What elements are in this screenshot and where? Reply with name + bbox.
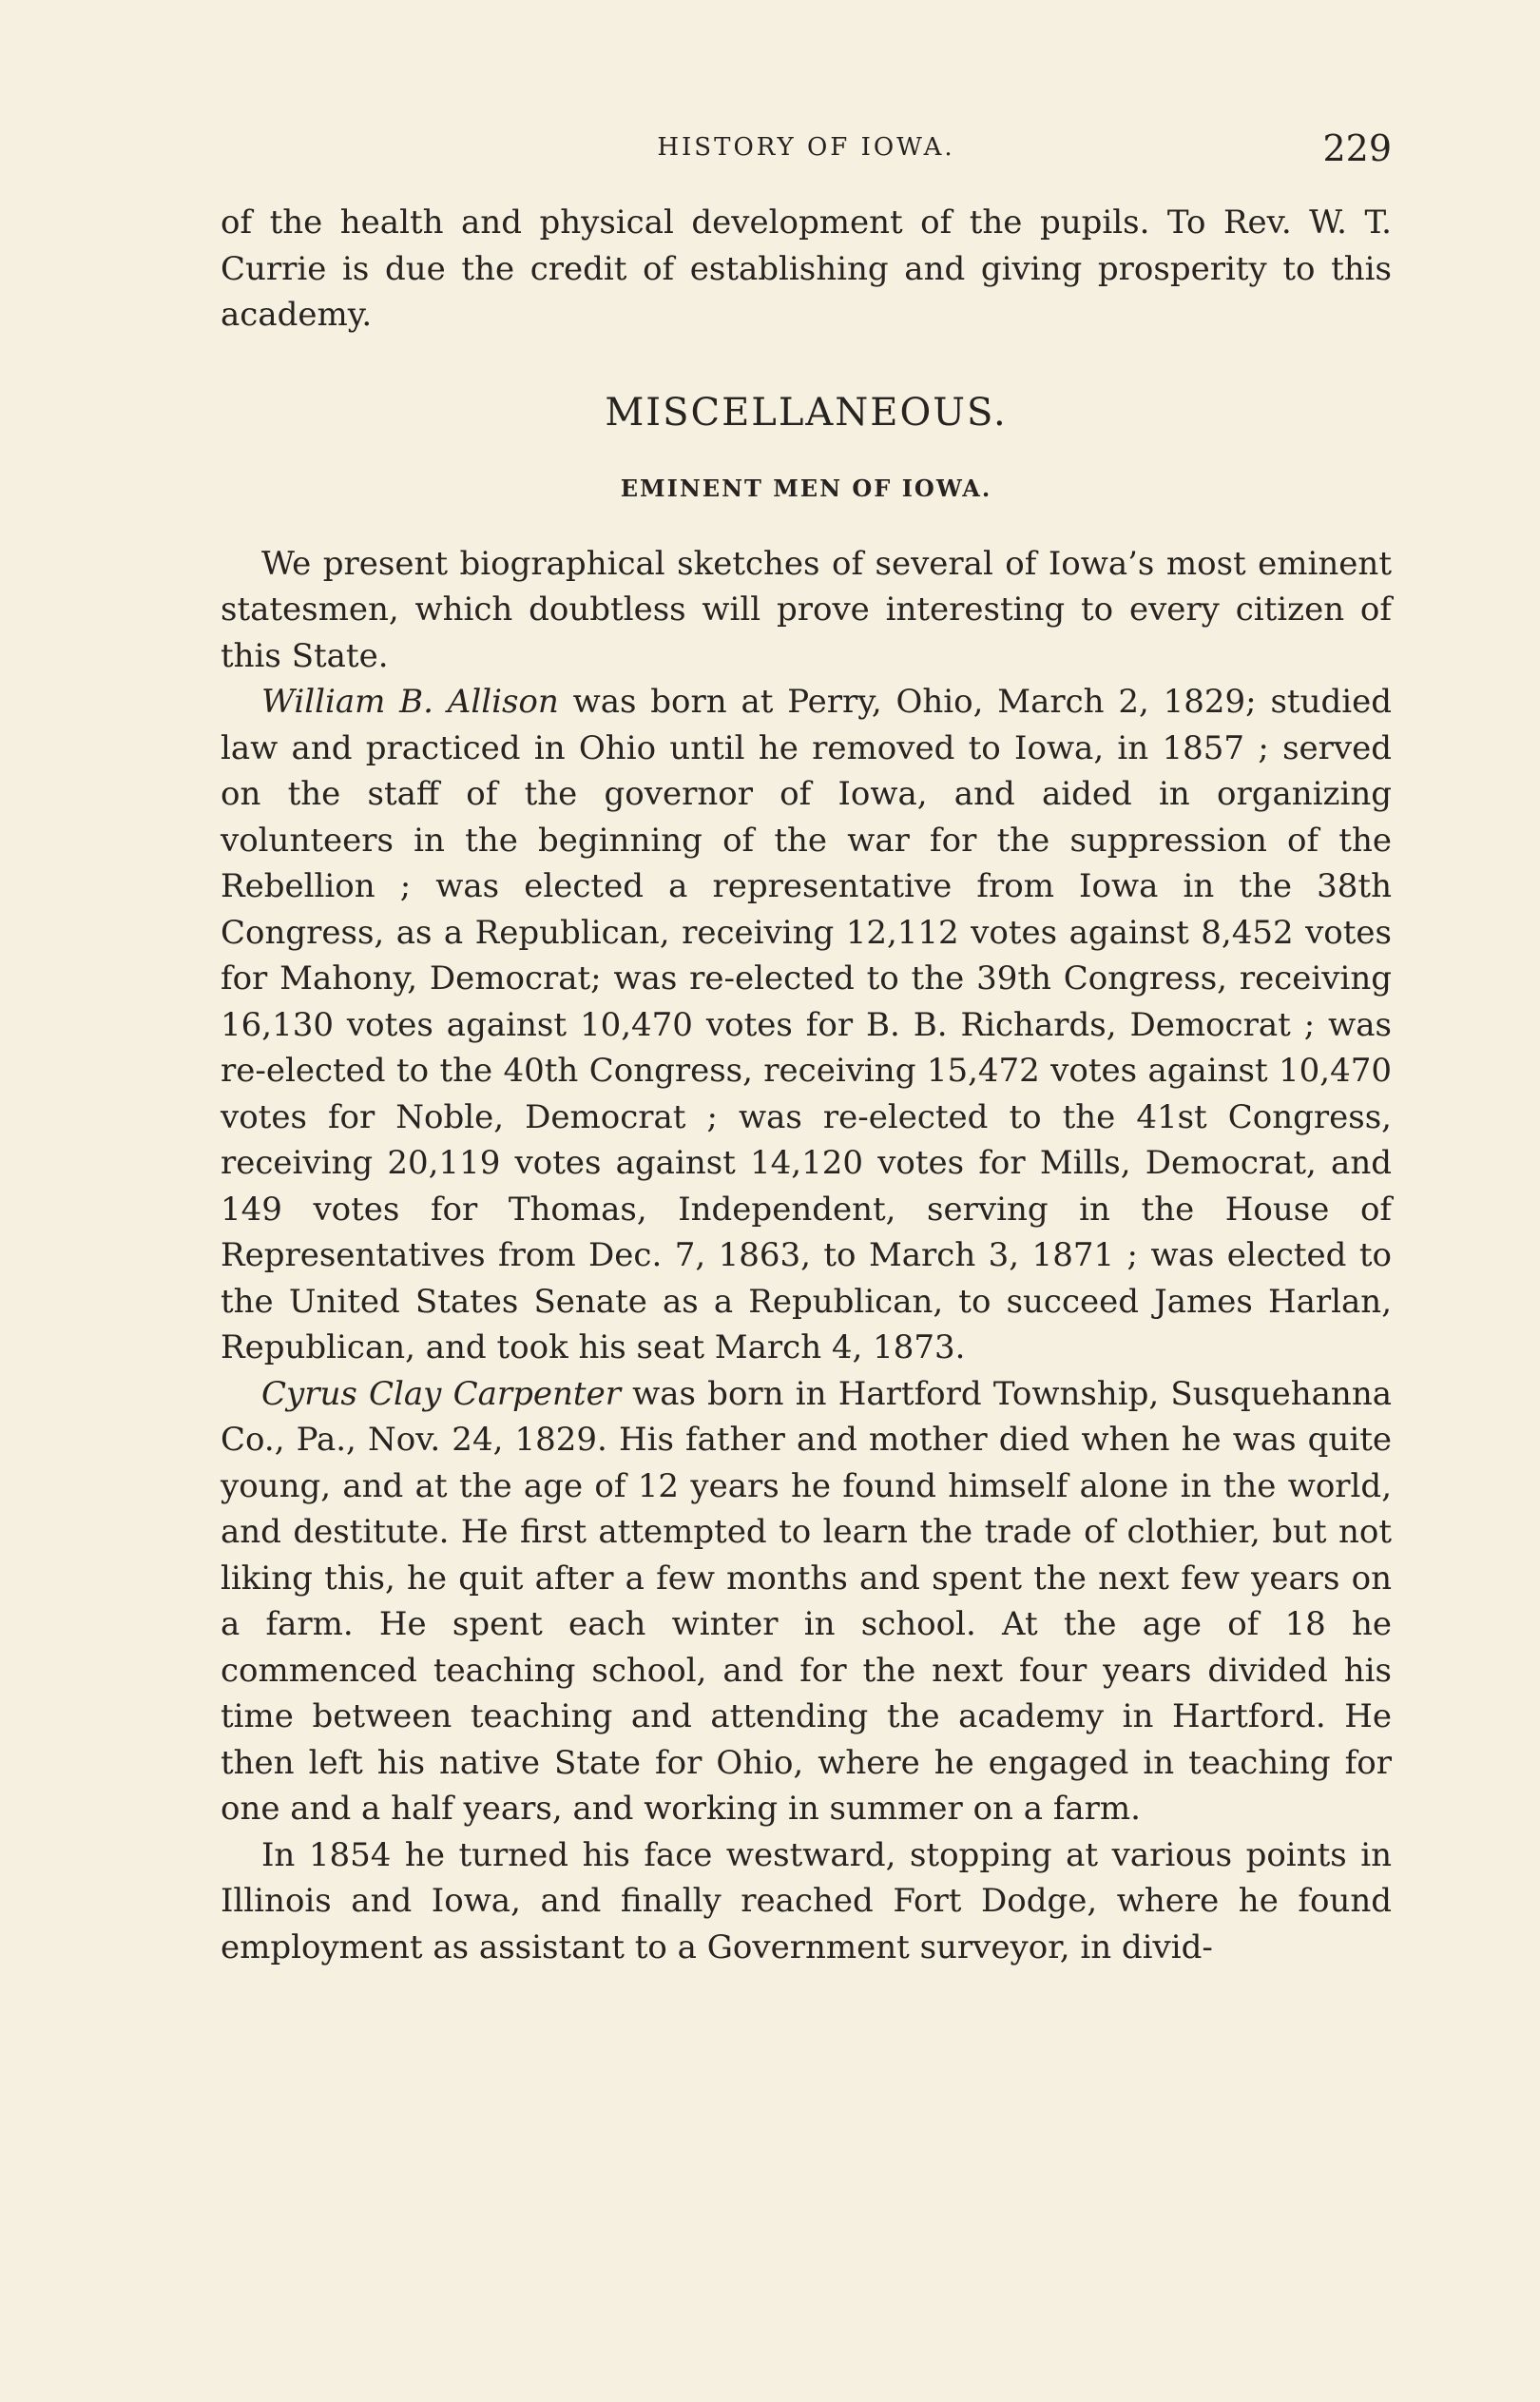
page-number: 229: [1322, 127, 1392, 169]
running-head: [221, 129, 1392, 167]
intro-paragraph: of the health and physical development of the pupils. To Rev. W. T. Currie is due the credit of establishing and giving prosperity to this academy.: [221, 203, 1392, 334]
paragraph-allison: [221, 679, 1392, 1371]
person-name-allison: William B. Allison: [261, 683, 559, 721]
paragraph-carpenter: [221, 1371, 1392, 1832]
paragraph-westward: In 1854 he turned his face westward, stopping at various points in Illinois and Iowa, and finally reached Fort Dodge, where he found employment as assistant to a Government surveyor, in divid-: [221, 1835, 1392, 1966]
subsection-title: EMINENT MEN OF IOWA.: [620, 475, 992, 502]
person-name-carpenter: Cyrus Clay Carpenter: [261, 1374, 621, 1413]
running-title: HISTORY OF IOWA.: [657, 133, 955, 162]
carpenter-biography: was born in Hartford Township, Susquehanna Co., Pa., Nov. 24, 1829. His father and mother died when he was quite young, and at the age of 12 years he found himself alone in the world, and destitute. He first attempted to learn the trade of clothier, but not liking this, he quit after a few months and spent the next few years on a farm. He spent each winter in school. At the age of 18 he commenced teaching school, and for the next four years divided his time between teaching and attending the academy in Hartford. He then left his native State for Ohio, where he engaged in teaching for one and a half years, and working in summer on a farm.: [221, 1374, 1392, 1828]
spacer: [221, 339, 1392, 390]
paragraph-intro-sketches: We present biographical sketches of several of Iowa’s most eminent statesmen, which doubtless will prove interesting to every citizen of this State.: [221, 544, 1392, 675]
page-body: [221, 200, 1392, 1970]
spacer: [221, 436, 1392, 466]
allison-biography: was born at Perry, Ohio, March 2, 1829; studied law and practiced in Ohio until he removed to Iowa, in 1857 ; served on the staff of the governor of Iowa, and aided in organizing volunteers in the beginning of the war for the suppression of the Rebellion ; was elected a representative from Iowa in the 38th Congress, as a Republican, receiving 12,112 votes against 8,452 votes for Mahony, Democrat; was re-elected to the 39th Congress, receiving 16,130 votes against 10,470 votes for B. B. Richards, Democrat ; was re-elected to the 40th Congress, receiving 15,472 votes against 10,470 votes for Noble, Democrat ; was re-elected to the 41st Congress, receiving 20,119 votes against 14,120 votes for Mills, Democrat, and 149 votes for Thomas, Independent, serving in the House of Representatives from Dec. 7, 1863, to March 3, 1871 ; was elected to the United States Senate as a Republican, to succeed James Harlan, Republican, and took his seat March 4, 1873.: [221, 683, 1392, 1366]
spacer: [221, 513, 1392, 541]
section-title: MISCELLANEOUS.: [605, 390, 1008, 435]
